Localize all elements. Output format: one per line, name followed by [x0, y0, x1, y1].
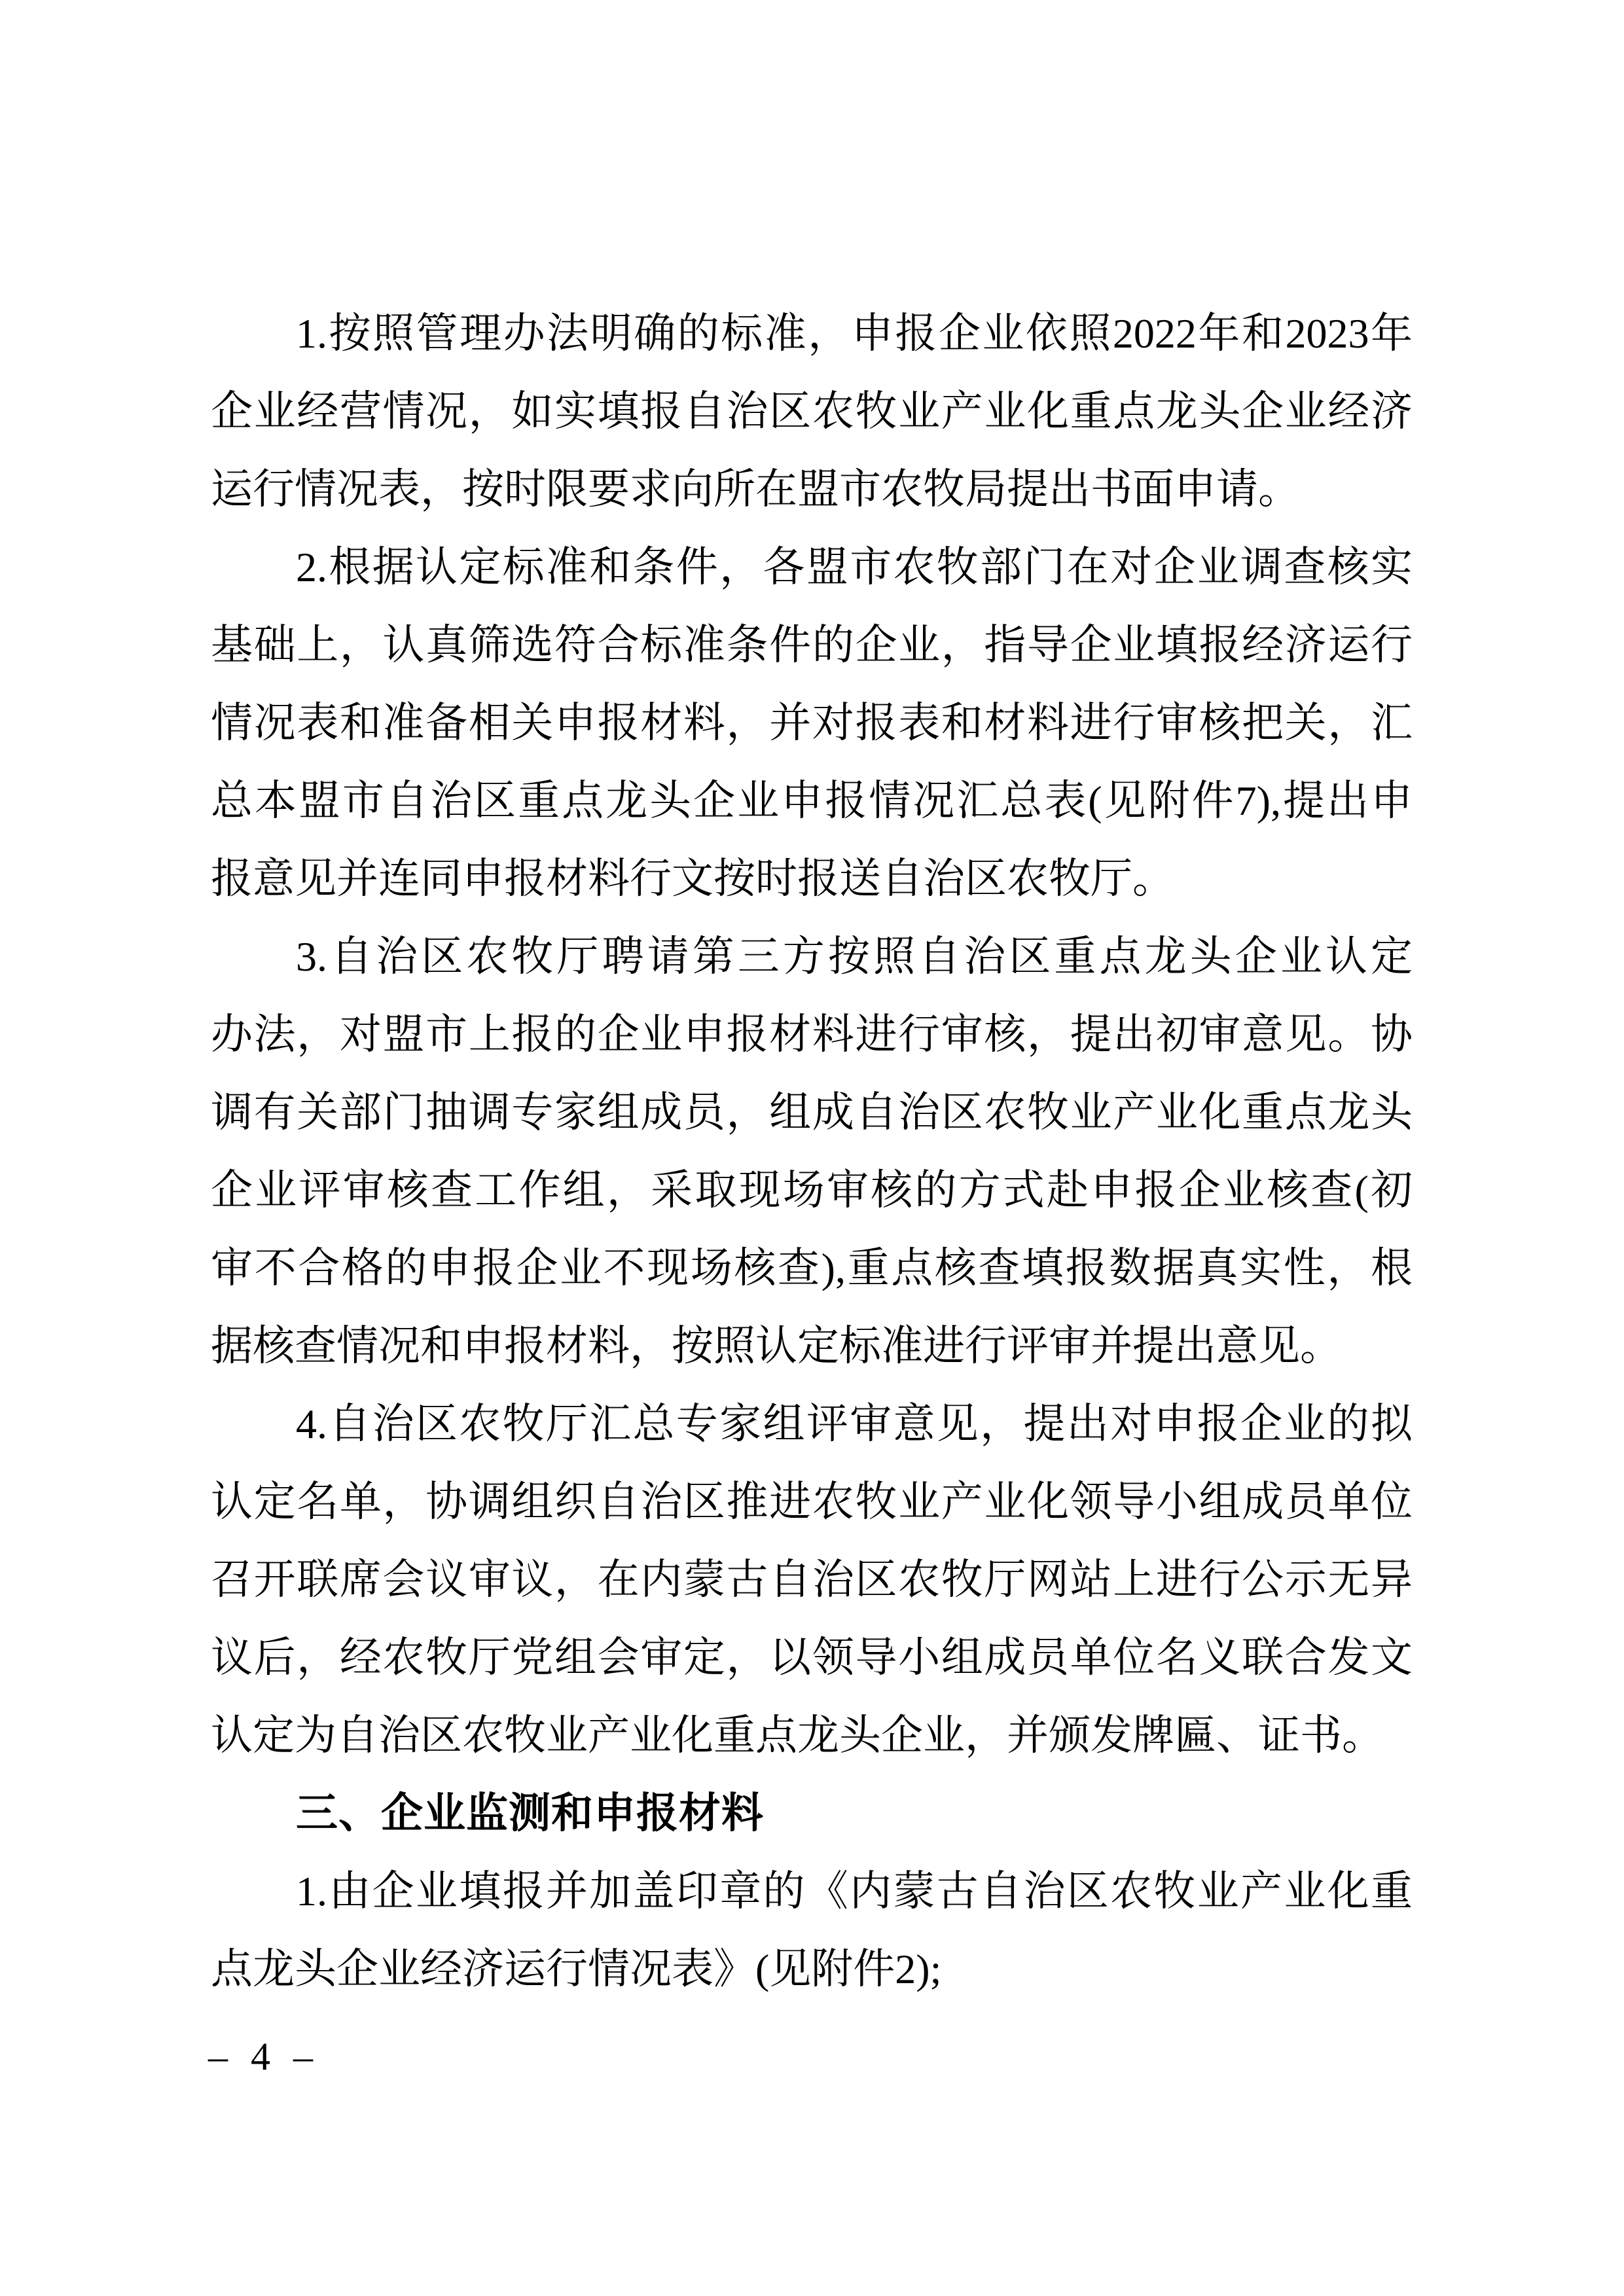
section-heading: 三、企业监测和申报材料: [296, 1789, 764, 1837]
text-line: 运行情况表，按时限要求向所在盟市农牧局提出书面申请。: [211, 466, 1300, 512]
text-line: 4.自治区农牧厅汇总专家组评审意见，提出对申报企业的拟: [296, 1401, 1413, 1447]
text-line: 办法，对盟市上报的企业申报材料进行审核，提出初审意见。协: [211, 1011, 1413, 1058]
text-line: 审不合格的申报企业不现场核查),重点核查填报数据真实性，根: [211, 1245, 1413, 1291]
document-body: [211, 295, 1413, 2008]
page-number: – 4 –: [208, 2035, 319, 2078]
text-line: 报意见并连同申报材料行文按时报送自治区农牧厅。: [211, 855, 1174, 902]
text-line: 2.根据认定标准和条件，各盟市农牧部门在对企业调查核实: [296, 544, 1413, 590]
text-line: 总本盟市自治区重点龙头企业申报情况汇总表(见附件7),提出申: [211, 778, 1413, 824]
text-line: 企业经营情况，如实填报自治区农牧业产业化重点龙头企业经济: [211, 388, 1413, 435]
text-line: 企业评审核查工作组，采取现场审核的方式赴申报企业核查(初: [211, 1167, 1413, 1213]
text-line: 召开联席会议审议，在内蒙古自治区农牧厅网站上进行公示无异: [211, 1556, 1413, 1603]
text-line: 基础上，认真筛选符合标准条件的企业，指导企业填报经济运行: [211, 622, 1413, 668]
text-line: 情况表和准备相关申报材料，并对报表和材料进行审核把关，汇: [211, 700, 1413, 746]
text-line: 据核查情况和申报材料，按照认定标准进行评审并提出意见。: [211, 1323, 1342, 1369]
text-line: 1.按照管理办法明确的标准，申报企业依照2022年和2023年: [296, 310, 1413, 357]
text-line: 1.由企业填报并加盖印章的《内蒙古自治区农牧业产业化重: [296, 1868, 1413, 1914]
text-line: 认定名单，协调组织自治区推进农牧业产业化领导小组成员单位: [211, 1479, 1413, 1525]
text-line: 点龙头企业经济运行情况表》(见附件2);: [211, 1946, 942, 1992]
text-line: 认定为自治区农牧业产业化重点龙头企业，并颁发牌匾、证书。: [211, 1712, 1384, 1759]
text-line: 议后，经农牧厅党组会审定，以领导小组成员单位名义联合发文: [211, 1634, 1413, 1681]
text-line: 调有关部门抽调专家组成员，组成自治区农牧业产业化重点龙头: [211, 1089, 1413, 1136]
text-line: 3.自治区农牧厅聘请第三方按照自治区重点龙头企业认定: [296, 933, 1413, 980]
